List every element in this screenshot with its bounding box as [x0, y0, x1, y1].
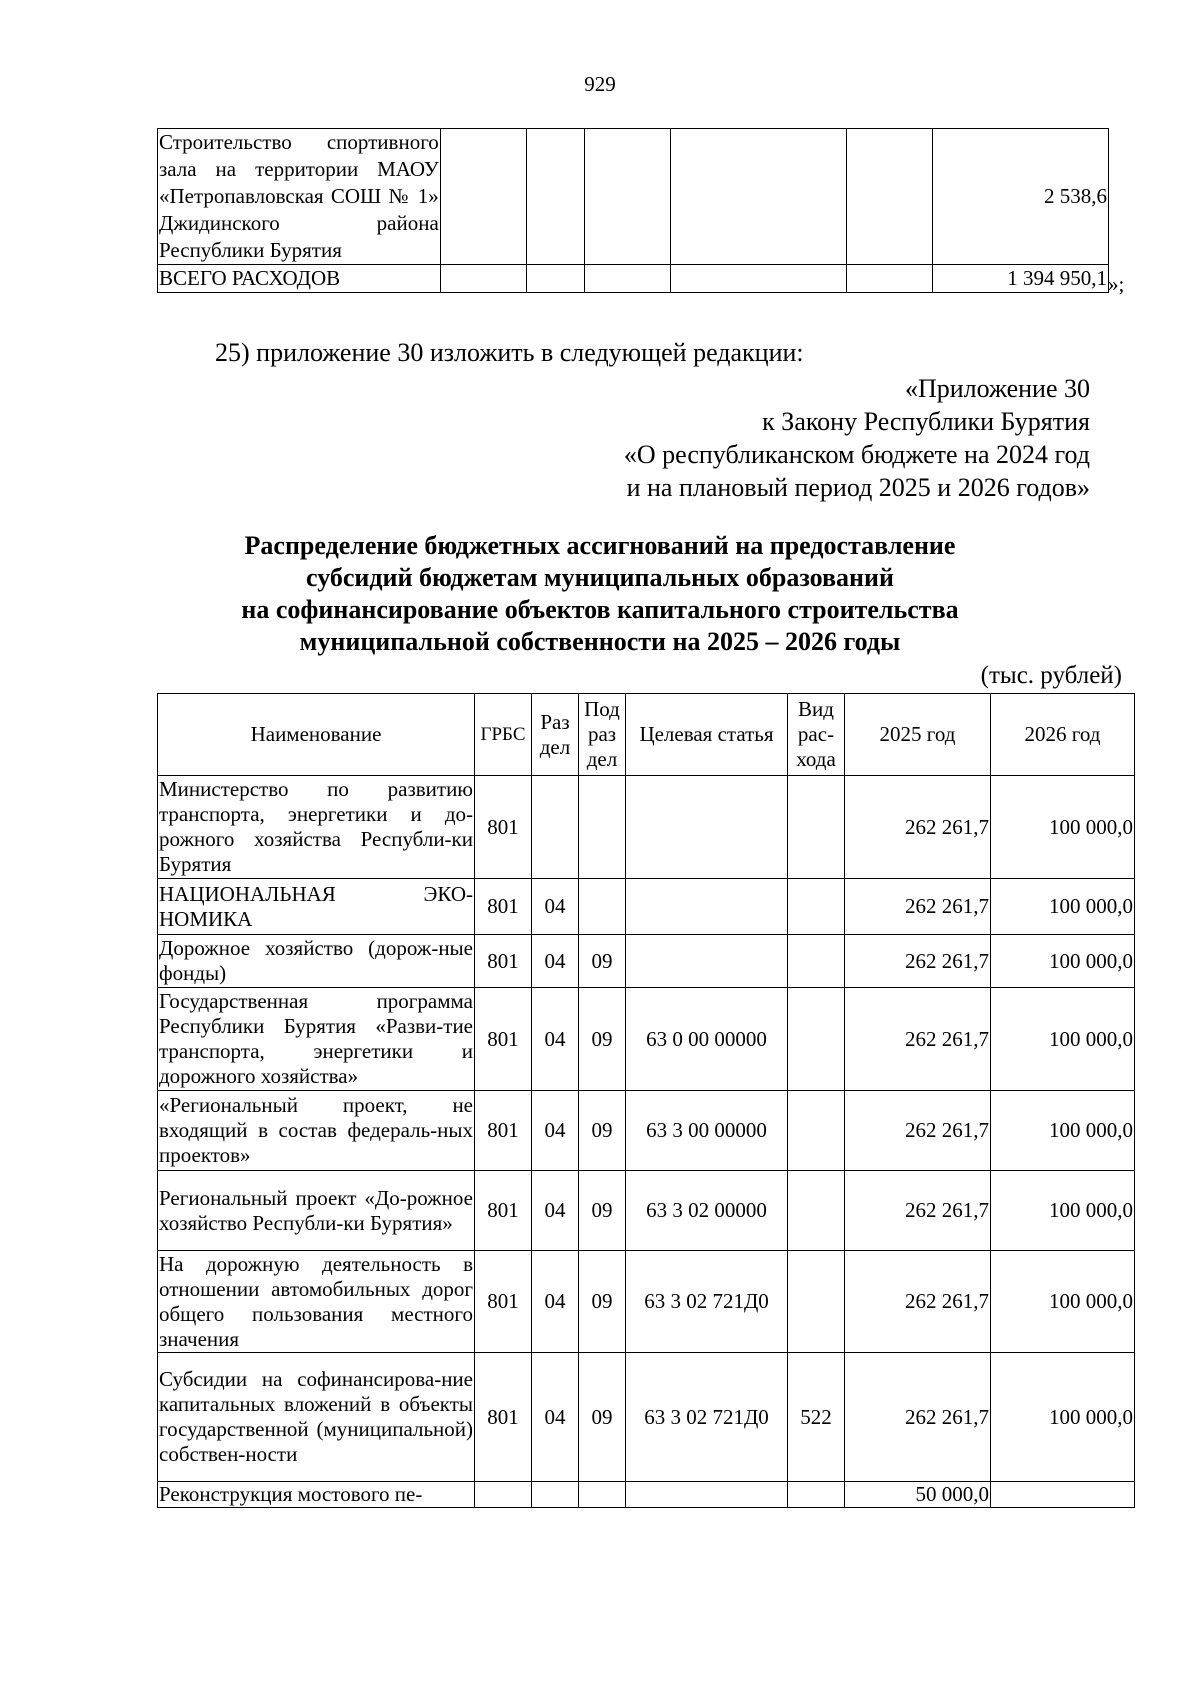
podrazdel-cell: 09: [579, 935, 626, 988]
appendix-line: «Приложение 30: [904, 374, 1090, 403]
podrazdel-cell: 09: [579, 988, 626, 1091]
grbs-cell: 801: [475, 1251, 532, 1353]
header-2026: 2026 год: [991, 694, 1135, 776]
expense-type-cell: 522: [788, 1353, 845, 1482]
amendment-paragraph: 25) приложение 30 изложить в следующей редакции:: [215, 338, 804, 367]
cell: [440, 129, 526, 265]
article-cell: 63 0 00 00000: [626, 988, 788, 1091]
cell: [671, 265, 847, 293]
expense-type-cell: [788, 935, 845, 988]
grbs-cell: 801: [475, 776, 532, 879]
grbs-cell: 801: [475, 879, 532, 935]
row-value: 2 538,6: [933, 129, 1109, 265]
expense-type-cell: [788, 988, 845, 1091]
appendix-line: «О республиканском бюджете на 2024 год: [623, 440, 1090, 469]
razdel-cell: 04: [532, 1171, 579, 1251]
budget-table: [157, 693, 1135, 1508]
header-razdel: Раз дел: [532, 694, 579, 776]
cell: [671, 129, 847, 265]
podrazdel-cell: [579, 1482, 626, 1508]
value-2026: [991, 1482, 1135, 1508]
header-2025: 2025 год: [845, 694, 991, 776]
value-2025: 50 000,0: [845, 1482, 991, 1508]
value-2026: 100 000,0: [991, 988, 1135, 1091]
table-row: [158, 129, 1109, 265]
document-title: [0, 530, 1200, 658]
table-header-row: [158, 694, 1135, 776]
title-line: субсидий бюджетам муниципальных образований: [306, 563, 894, 592]
header-article: Целевая статья: [626, 694, 788, 776]
grbs-cell: 801: [475, 1091, 532, 1171]
appendix-line: к Закону Республики Бурятия: [762, 407, 1090, 436]
grbs-cell: 801: [475, 1353, 532, 1482]
page-number: 929: [584, 72, 616, 96]
razdel-cell: [532, 776, 579, 879]
razdel-cell: 04: [532, 1251, 579, 1353]
expense-type-cell: [788, 1171, 845, 1251]
podrazdel-cell: 09: [579, 1353, 626, 1482]
value-2025: 262 261,7: [845, 776, 991, 879]
table-row: [158, 1171, 1135, 1251]
units-label: (тыс. рублей): [980, 662, 1122, 689]
razdel-cell: 04: [532, 935, 579, 988]
article-cell: 63 3 02 721Д0: [626, 1251, 788, 1353]
row-name: На дорожную деятельность в отношении автомобильных дорог общего пользования местного значения: [159, 1251, 473, 1351]
razdel-cell: 04: [532, 1091, 579, 1171]
header-grbs: ГРБС: [475, 694, 532, 776]
header-expense-type: Вид рас- хода: [788, 694, 845, 776]
cell: [585, 265, 671, 293]
total-value: 1 394 950,1: [933, 265, 1109, 293]
article-cell: 63 3 02 721Д0: [626, 1353, 788, 1482]
table-row: [158, 935, 1135, 988]
value-2025: 262 261,7: [845, 879, 991, 935]
row-name: «Региональный проект, не входящий в состав федераль-ных проектов»: [158, 1091, 475, 1171]
value-2026: 100 000,0: [991, 935, 1135, 988]
continuation-table: [157, 128, 1109, 293]
closing-quote-mark: »;: [1108, 272, 1125, 296]
row-name: Дорожное хозяйство (дорож-ные фонды): [158, 935, 475, 988]
table-row: [158, 879, 1135, 935]
table-row: [158, 1353, 1135, 1482]
cell: [526, 265, 585, 293]
grbs-cell: 801: [475, 935, 532, 988]
cell: [847, 129, 933, 265]
row-name: Реконструкция мостового пе-: [158, 1482, 475, 1508]
grbs-cell: 801: [475, 1171, 532, 1251]
value-2026: 100 000,0: [991, 1171, 1135, 1251]
podrazdel-cell: [579, 879, 626, 935]
cell: [847, 265, 933, 293]
row-name: Субсидии на софинансирова-ние капитальных вложений в объекты государственной (муниципальной) собствен-ности: [158, 1353, 475, 1482]
expense-type-cell: [788, 1482, 845, 1508]
razdel-cell: [532, 1482, 579, 1508]
title-line: Распределение бюджетных ассигнований на предоставление: [244, 531, 956, 560]
value-2025: 262 261,7: [845, 988, 991, 1091]
row-name: ВСЕГО РАСХОДОВ: [158, 265, 441, 293]
appendix-line: и на плановый период 2025 и 2026 годов»: [626, 473, 1090, 502]
grbs-cell: [475, 1482, 532, 1508]
value-2025: 262 261,7: [845, 1171, 991, 1251]
table-row: [158, 1251, 1135, 1353]
value-2026: 100 000,0: [991, 1251, 1135, 1353]
cell: [526, 129, 585, 265]
table-row: [158, 988, 1135, 1091]
cell: [585, 129, 671, 265]
row-name: Государственная программа Республики Бурятия «Разви-тие транспорта, энергетики и дорожного хозяйства»: [158, 988, 475, 1091]
header-name: Наименование: [158, 694, 475, 776]
value-2026: 100 000,0: [991, 776, 1135, 879]
value-2025: 262 261,7: [845, 1353, 991, 1482]
podrazdel-cell: 09: [579, 1091, 626, 1171]
row-name: Строительство спортивного зала на территории МАОУ «Петропавловская СОШ № 1» Джидинского района Республики Бурятия: [158, 129, 441, 265]
article-cell: 63 3 02 00000: [626, 1171, 788, 1251]
article-cell: [626, 1482, 788, 1508]
article-cell: [626, 879, 788, 935]
article-cell: 63 3 00 00000: [626, 1091, 788, 1171]
podrazdel-cell: [579, 776, 626, 879]
razdel-cell: 04: [532, 1353, 579, 1482]
title-line: муниципальной собственности на 2025 – 2026 годы: [299, 627, 901, 656]
table-row: [158, 776, 1135, 879]
row-name: Министерство по развитию транспорта, энергетики и до-рожного хозяйства Республи-ки Бурятия: [158, 776, 475, 879]
value-2025: 262 261,7: [845, 1091, 991, 1171]
cell: [440, 265, 526, 293]
razdel-cell: 04: [532, 988, 579, 1091]
row-name: Региональный проект «До-рожное хозяйство Республи-ки Бурятия»: [158, 1171, 475, 1251]
article-cell: [626, 776, 788, 879]
expense-type-cell: [788, 1251, 845, 1353]
expense-type-cell: [788, 879, 845, 935]
article-cell: [626, 935, 788, 988]
value-2025: 262 261,7: [845, 935, 991, 988]
podrazdel-cell: 09: [579, 1171, 626, 1251]
table-row: [158, 1091, 1135, 1171]
razdel-cell: 04: [532, 879, 579, 935]
row-name: НАЦИОНАЛЬНАЯ ЭКО-НОМИКА: [158, 879, 475, 935]
appendix-header: [490, 372, 1090, 504]
value-2026: 100 000,0: [991, 1353, 1135, 1482]
podrazdel-cell: 09: [579, 1251, 626, 1353]
title-line: на софинансирование объектов капитального строительства: [241, 595, 959, 624]
table-row: [158, 265, 1109, 293]
table-row: [158, 1482, 1135, 1508]
grbs-cell: 801: [475, 988, 532, 1091]
value-2025: 262 261,7: [845, 1251, 991, 1353]
value-2026: 100 000,0: [991, 1091, 1135, 1171]
expense-type-cell: [788, 776, 845, 879]
value-2026: 100 000,0: [991, 879, 1135, 935]
header-podrazdel: Под раз дел: [579, 694, 626, 776]
expense-type-cell: [788, 1091, 845, 1171]
